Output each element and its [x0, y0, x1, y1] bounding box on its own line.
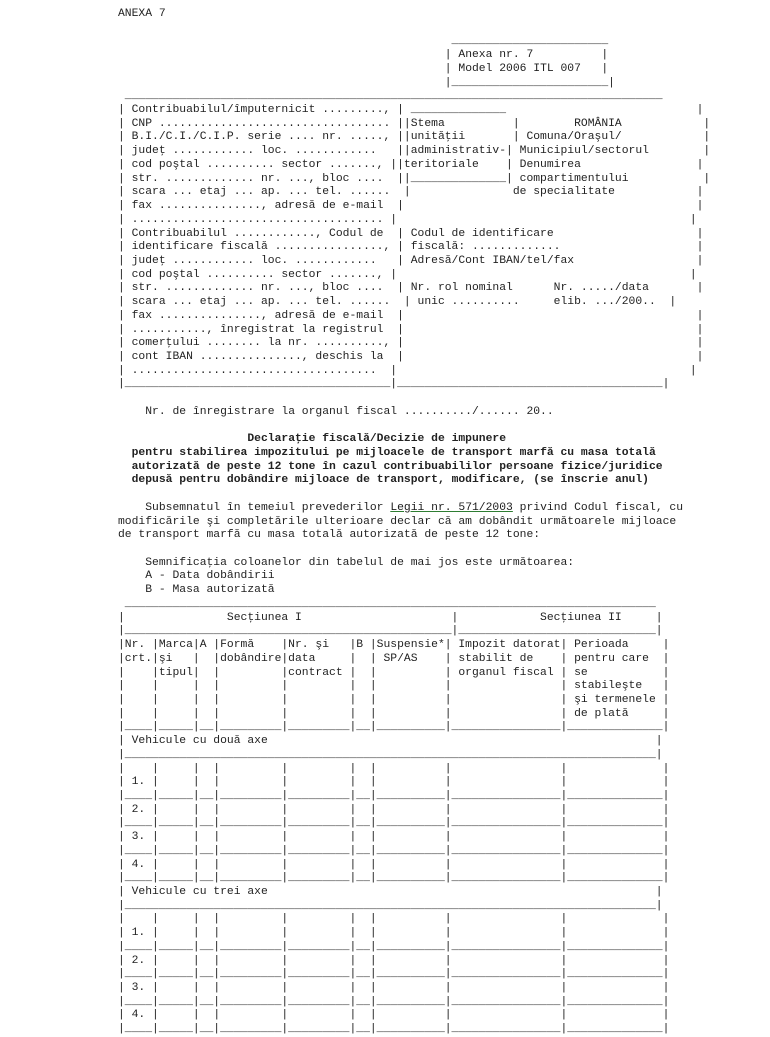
form-line: | scara ... etaj ... ap. ... tel. ...... | de specialitate |	[118, 186, 704, 199]
table-row: 3.	[131, 831, 146, 844]
title-line-3: autorizată de peste 12 tone în cazul contribuabililor persoane fizice/juridice	[131, 460, 663, 473]
form-line: | str. ............. nr. ..., bloc .... | Nr. rol nominal Nr. ...../data |	[118, 282, 704, 295]
table-header-line: | | | | | | | | | stabileşte |	[118, 680, 670, 693]
form-line: | cod poştal .......... sector ......., ||teritoriale | Denumirea |	[118, 158, 704, 171]
table-header-line: | Secţiunea I | Secţiunea II |	[118, 611, 663, 624]
model-box-line-2: | Model 2006 ITL 007 |	[444, 62, 609, 75]
group-three-axes: | Vehicule cu trei axe |	[118, 886, 663, 898]
table-header-line: | | | | | | | | | de plată |	[118, 707, 670, 720]
form-line: | B.I./C.I./C.I.P. serie .... nr. ....., ||unităţii | Comuna/Oraşul/ |	[118, 131, 711, 144]
form-line: | Contribuabilul ............, Codul de | Codul de identificare |	[118, 227, 704, 240]
form-line: | comerţului ........ la nr. .........., | |	[118, 337, 704, 350]
document-body: ANEXA 7 _______________________ | Anexa nr. 7 | | Model 2006 ITL 007 | |_______________________| _______________________________________________________________________________ | Contribuabilul/împuternicit ........., | ______________ | | CNP .................................. ||Stema | ROMÂNIA | | B.I./C.I./C.I.P. serie .... nr. ....., ||unităţii | Comuna/Oraşul/ | | judeţ ............ loc. ............ ||administrativ-| Municipiul/sectorul | | cod poştal .......... sector ......., ||teritoriale | Denumirea | | str. ............. nr. ..., bloc .... ||______________| compartimentului | | scara ... etaj ... ap. ... tel. ...... | de specialitate | | fax ..............., adresă de e-mail | | | ..................................... | | | Contribuabilul ............, Codul de | Codul de identificare | | identificare fiscală ................, | fiscală: ............. | | judeţ ............ loc. ............ | Adresă/Cont IBAN/tel/fax | | cod poştal .......... sector ......., | | | str. ............. nr. ..., bloc .... | Nr. rol nominal Nr. ...../data | | scara ... etaj ... ap. ... tel. ...... | unic .......... elib. .../200.. | | fax ..............., adresă de e-mail | | | ..........., înregistrat la registrul | | | comerţului ........ la nr. .........., | | | cont IBAN ..............., deschis la | | | .................................... | | |_______________________________________|_______________________________________| Nr. de înregistrare la organul fiscal ........../...... 20.. Declaraţie fiscală/Decizie de impunere pentru stabilirea impozitului pe mijloacele de transport marfă cu masa totală autorizată de peste 12 tone în cazul contribuabililor persoane fizice/juridice depusă pentru dobândire mijloace de transport, modificare, (se înscrie anul) Subsemnatul în temeiul prevederilor Legii nr. 571/2003 privind Codul fiscal, cu modificările şi completările ulterioare declar că am dobândit următoarele mijloace de transport marfă cu masa totală autorizată de peste 12 tone: Semnificaţia coloanelor din tabelul de mai jos este următoarea: A - Data dobândirii B - Masa autorizată ______________________________________________________________________________ | Secţiunea I | Secţiunea II | |________________________________________________|_____________________________| |Nr. |Marca|A |Formă |Nr. şi |B |Suspensie*| Impozit datorat| Perioada | |crt.|şi | |dobândire|data | | SP/AS | stabilit de | pentru care | | |tipul| | |contract | | | organul fiscal | se | | | | | | | | | | stabileşte | | | | | | | | | | şi termenele | | | | | | | | | | de plată | |____|_____|__|_________|_________|__|__________|________________|______________| | Vehicule cu două axe | |______________________________________________________________________________| | | | | | | | | | | | 1. | | | | | | | | | |____|_____|__|_________|_________|__|__________|________________|______________| | 2. | | | | | | | | | |____|_____|__|_________|_________|__|__________|________________|______________| | 3. | | | | | | | | | |____|_____|__|_________|_________|__|__________|________________|______________| | 4. | | | | | | | | | |____|_____|__|_________|_________|__|__________|________________|______________| | Vehicule cu trei axe | |______________________________________________________________________________| | | | | | | | | | | | 1. | | | | | | | | | |____|_____|__|_________|_________|__|__________|________________|______________| | 2. | | | | | | | | | |____|_____|__|_________|_________|__|__________|________________|______________| | 3. | | | | | | | | | |____|_____|__|_________|_________|__|__________|________________|______________| | 4. | | | | | | | | | |____|_____|__|_________|_________|__|__________|________________|______________|	[118, 8, 711, 1036]
form-line: | ..........., înregistrat la registrul | |	[118, 323, 704, 336]
declaration-text: modificările şi completările ulterioare declar că am dobândit următoarele mijloace	[118, 515, 677, 528]
table-row: 4.	[131, 858, 146, 871]
table-row: 2.	[131, 954, 146, 967]
table-header-line: |Nr. |Marca|A |Formă |Nr. şi |B |Suspensie*| Impozit datorat| Perioada |	[118, 639, 670, 652]
legend-intro: Semnificaţia coloanelor din tabelul de mai jos este următoarea:	[145, 556, 575, 569]
legend-item-a: A - Data dobândirii	[145, 570, 275, 583]
form-line: | cont IBAN ..............., deschis la | |	[118, 350, 704, 363]
form-line: | judeţ ............ loc. ............ | Adresă/Cont IBAN/tel/fax |	[118, 254, 704, 267]
vehicle-table: | Secţiunea I | Secţiunea II | |________________________________________________|_____________________________| |Nr. |Marca|A |Formă |Nr. şi |B |Suspensie*| Impozit datorat| Perioada | |crt.|şi | |dobândire|data | | SP/AS | stabilit de | pentru care | | |tipul| | |contract | | | organul fiscal | se | | | | | | | | | | stabileşte | | | | | | | | | | şi termenele | | | | | | | | | | de plată | |____|_____|__|_________|_________|__|__________|________________|______________| | Vehicule cu două axe | |______________________________________________________________________________| | | | | | | | | | | | 1. | | | | | | | | | |____|_____|__|_________|_________|__|__________|________________|______________| | 2. | | | | | | | | | |____|_____|__|_________|_________|__|__________|________________|______________| | 3. | | | | | | | | | |____|_____|__|_________|_________|__|__________|________________|______________| | 4. | | | | | | | | | |____|_____|__|_________|_________|__|__________|________________|______________| | Vehicule cu trei axe | |______________________________________________________________________________| | | | | | | | | | | | 1. | | | | | | | | | |____|_____|__|_________|_________|__|__________|________________|______________| | 2. | | | | | | | | | |____|_____|__|_________|_________|__|__________|________________|______________| | 3. | | | | | | | | | |____|_____|__|_________|_________|__|__________|________________|______________| | 4. | | | | | | | | | |____|_____|__|_________|_________|__|__________|________________|______________|	[118, 611, 670, 1036]
form-line: | scara ... etaj ... ap. ... tel. ...... | unic .......... elib. .../200.. |	[118, 296, 677, 309]
annex-label: ANEXA 7	[118, 8, 166, 20]
table-row: 1.	[131, 776, 146, 789]
form-line: | judeţ ............ loc. ............ ||administrativ-| Municipiul/sectorul |	[118, 145, 711, 158]
table-row: 1.	[131, 927, 146, 940]
form-line: | Contribuabilul/împuternicit ........., | ______________ |	[118, 104, 704, 117]
law-link[interactable]: Legii nr. 571/2003	[390, 501, 513, 514]
declaration-text: Subsemnatul în temeiul prevederilor	[145, 501, 391, 514]
form-line: | cod poştal .......... sector ......., | |	[118, 268, 697, 281]
declaration-text: privind Codul fiscal, cu	[512, 501, 684, 514]
table-row: 2.	[131, 803, 146, 816]
form-line: | fax ..............., adresă de e-mail | |	[118, 200, 704, 213]
table-row: 3.	[131, 982, 146, 995]
taxpayer-form-box: | Contribuabilul/împuternicit ........., | ______________ | | CNP .................................. ||Stema | ROMÂNIA | | B.I./C.I./C.I.P. serie .... nr. ....., ||unităţii | Comuna/Oraşul/ | | judeţ ............ loc. ............ ||administrativ-| Municipiul/sectorul | | cod poştal .......... sector ......., ||teritoriale | Denumirea | | str. ............. nr. ..., bloc .... ||______________| compartimentului | | scara ... etaj ... ap. ... tel. ...... | de specialitate | | fax ..............., adresă de e-mail | | | ..................................... | | | Contribuabilul ............, Codul de | Codul de identificare | | identificare fiscală ................, | fiscală: ............. | | judeţ ............ loc. ............ | Adresă/Cont IBAN/tel/fax | | cod poştal .......... sector ......., | | | str. ............. nr. ..., bloc .... | Nr. rol nominal Nr. ...../data | | scara ... etaj ... ap. ... tel. ...... | unic .......... elib. .../200.. | | fax ..............., adresă de e-mail | | | ..........., înregistrat la registrul | | | comerţului ........ la nr. .........., | | | cont IBAN ..............., deschis la | | | .................................... | | |_______________________________________|_______________________________________|	[118, 104, 711, 391]
form-line: | CNP .................................. ||Stema | ROMÂNIA |	[118, 117, 711, 130]
table-header-line: |crt.|şi | |dobândire|data | | SP/AS | stabilit de | pentru care |	[118, 652, 670, 665]
legend-item-b: B - Masa autorizată	[145, 584, 275, 597]
title-line-4: depusă pentru dobândire mijloace de transport, modificare, (se înscrie anul)	[131, 474, 649, 487]
declaration-text: de transport marfă cu masa totală autorizată de peste 12 tone:	[118, 529, 541, 542]
model-box-line-1: | Anexa nr. 7 |	[444, 49, 609, 62]
title-line-1: Declaraţie fiscală/Decizie de impunere	[247, 433, 507, 446]
table-row: 4.	[131, 1009, 146, 1022]
registration-line: Nr. de înregistrare la organul fiscal ........../...... 20..	[145, 405, 554, 418]
form-line: | .................................... | |	[118, 364, 697, 377]
table-header-line: | |tipul| | |contract | | | organul fiscal | se |	[118, 666, 670, 679]
form-line: | identificare fiscală ................, | fiscală: ............. |	[118, 241, 704, 254]
form-line: | str. ............. nr. ..., bloc .... ||______________| compartimentului |	[118, 172, 711, 185]
form-line: | ..................................... | |	[118, 213, 697, 226]
title-line-2: pentru stabilirea impozitului pe mijloacele de transport marfă cu masa totală	[131, 447, 656, 459]
table-header-line: | | | | | | | | | şi termenele |	[118, 693, 670, 706]
form-line: | fax ..............., adresă de e-mail | |	[118, 309, 704, 322]
group-two-axes: | Vehicule cu două axe |	[118, 735, 663, 748]
